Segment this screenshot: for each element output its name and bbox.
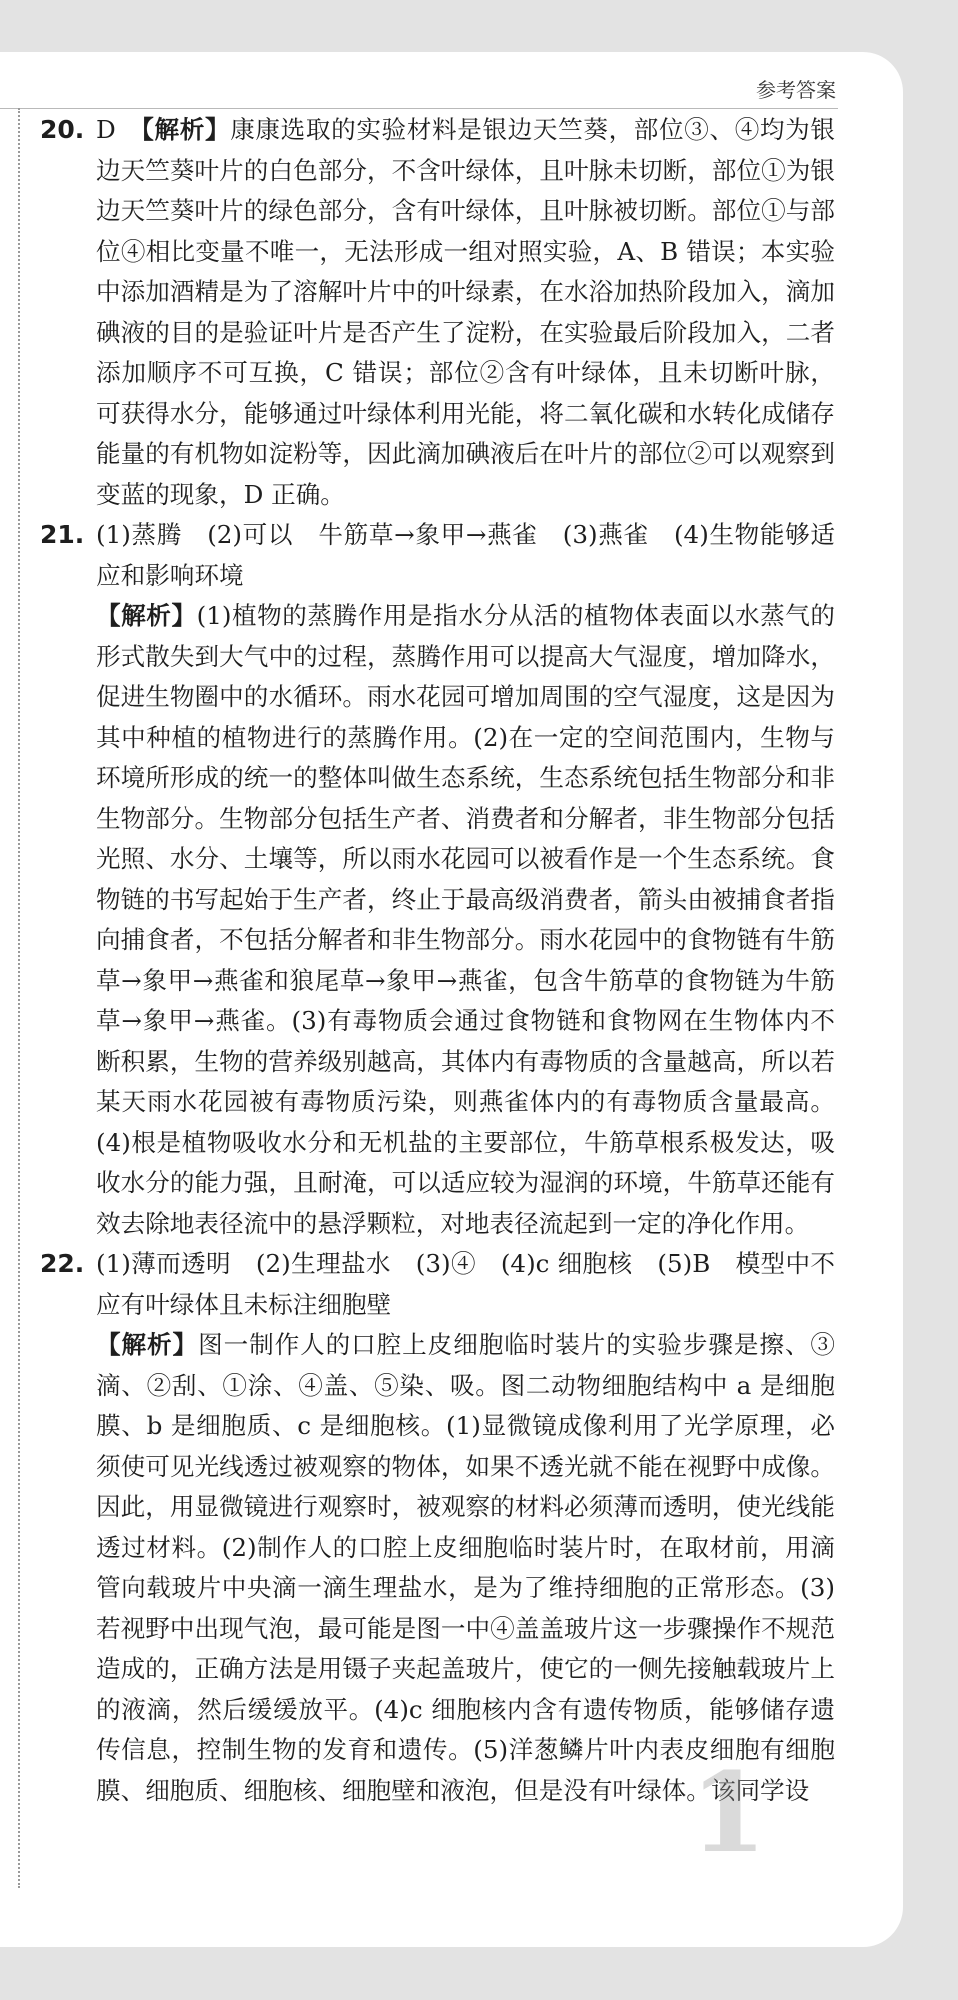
analysis-paragraph <box>96 1325 835 1811</box>
header-divider <box>0 108 838 109</box>
question-20 <box>40 110 835 515</box>
analysis-tag: 【解析】 <box>96 1330 199 1359</box>
question-21 <box>40 515 835 1244</box>
answer-key: D <box>96 115 116 144</box>
analysis-tag: 【解析】 <box>96 601 197 630</box>
page-number-watermark: 1 <box>690 1748 767 1877</box>
margin-dotted-line <box>18 108 20 1888</box>
analysis-text: 图一制作人的口腔上皮细胞临时装片的实验步骤是擦、③滴、②刮、①涂、④盖、⑤染、吸。图二动物细胞结构中 a 是细胞膜、b 是细胞质、c 是细胞核。(1)显微镜成像利用了光学原理，必须使可见光线透过被观察的物体，如果不透光就不能在视野中成像。因此，用显微镜进行观察时，被观察的材料必须薄而透明，使光线能透过材料。(2)制作人的口腔上皮细胞临时装片时，在取材前，用滴管向载玻片中央滴一滴生理盐水，是为了维持细胞的正常形态。(3)若视野中出现气泡，最可能是图一中④盖盖玻片这一步骤操作不规范造成的，正确方法是用镊子夹起盖玻片，使它的一侧先接触载玻片上的液滴，然后缓缓放平。(4)c 细胞核内含有遗传物质，能够储存遗传信息，控制生物的发育和遗传。(5)洋葱鳞片叶内表皮细胞有细胞膜、细胞质、细胞核、细胞壁和液泡，但是没有叶绿体。该同学设 <box>96 1330 835 1805</box>
analysis-tag: 【解析】 <box>141 115 231 144</box>
question-number: 21. <box>40 520 85 549</box>
question-text <box>96 110 835 515</box>
answer-key: (1)蒸腾 (2)可以 牛筋草→象甲→燕雀 (3)燕雀 (4)生物能够适应和影响环境 <box>96 520 835 590</box>
page-header-title: 参考答案 <box>756 78 836 102</box>
answer-content <box>40 110 835 1811</box>
analysis-text: 康康选取的实验材料是银边天竺葵，部位③、④均为银边天竺葵叶片的白色部分，不含叶绿体，且叶脉未切断，部位①为银边天竺葵叶片的绿色部分，含有叶绿体，且叶脉被切断。部位①与部位④相比变量不唯一，无法形成一组对照实验，A、B 错误；本实验中添加酒精是为了溶解叶片中的叶绿素，在水浴加热阶段加入，滴加碘液的目的是验证叶片是否产生了淀粉，在实验最后阶段加入，二者添加顺序不可互换，C 错误；部位②含有叶绿体，且未切断叶脉，可获得水分，能够通过叶绿体利用光能，将二氧化碳和水转化成储存能量的有机物如淀粉等，因此滴加碘液后在叶片的部位②可以观察到变蓝的现象，D 正确。 <box>96 115 835 509</box>
question-22 <box>40 1244 835 1811</box>
answer-key: (1)薄而透明 (2)生理盐水 (3)④ (4)c 细胞核 (5)B 模型中不应有叶绿体且未标注细胞壁 <box>96 1249 835 1319</box>
question-number: 22. <box>40 1249 85 1278</box>
analysis-text: (1)植物的蒸腾作用是指水分从活的植物体表面以水蒸气的形式散失到大气中的过程，蒸腾作用可以提高大气湿度，增加降水，促进生物圈中的水循环。雨水花园可增加周围的空气湿度，这是因为其中种植的植物进行的蒸腾作用。(2)在一定的空间范围内，生物与环境所形成的统一的整体叫做生态系统，生态系统包括生物部分和非生物部分。生物部分包括生产者、消费者和分解者，非生物部分包括光照、水分、土壤等，所以雨水花园可以被看作是一个生态系统。食物链的书写起始于生产者，终止于最高级消费者，箭头由被捕食者指向捕食者，不包括分解者和非生物部分。雨水花园中的食物链有牛筋草→象甲→燕雀和狼尾草→象甲→燕雀，包含牛筋草的食物链为牛筋草→象甲→燕雀。(3)有毒物质会通过食物链和食物网在生物体内不断积累，生物的营养级别越高，其体内有毒物质的含量越高，所以若某天雨水花园被有毒物质污染，则燕雀体内的有毒物质含量最高。(4)根是植物吸收水分和无机盐的主要部位，牛筋草根系极发达，吸收水分的能力强，且耐淹，可以适应较为湿润的环境，牛筋草还能有效去除地表径流中的悬浮颗粒，对地表径流起到一定的净化作用。 <box>96 601 835 1238</box>
analysis-paragraph <box>96 596 835 1244</box>
question-number: 20. <box>40 115 85 144</box>
